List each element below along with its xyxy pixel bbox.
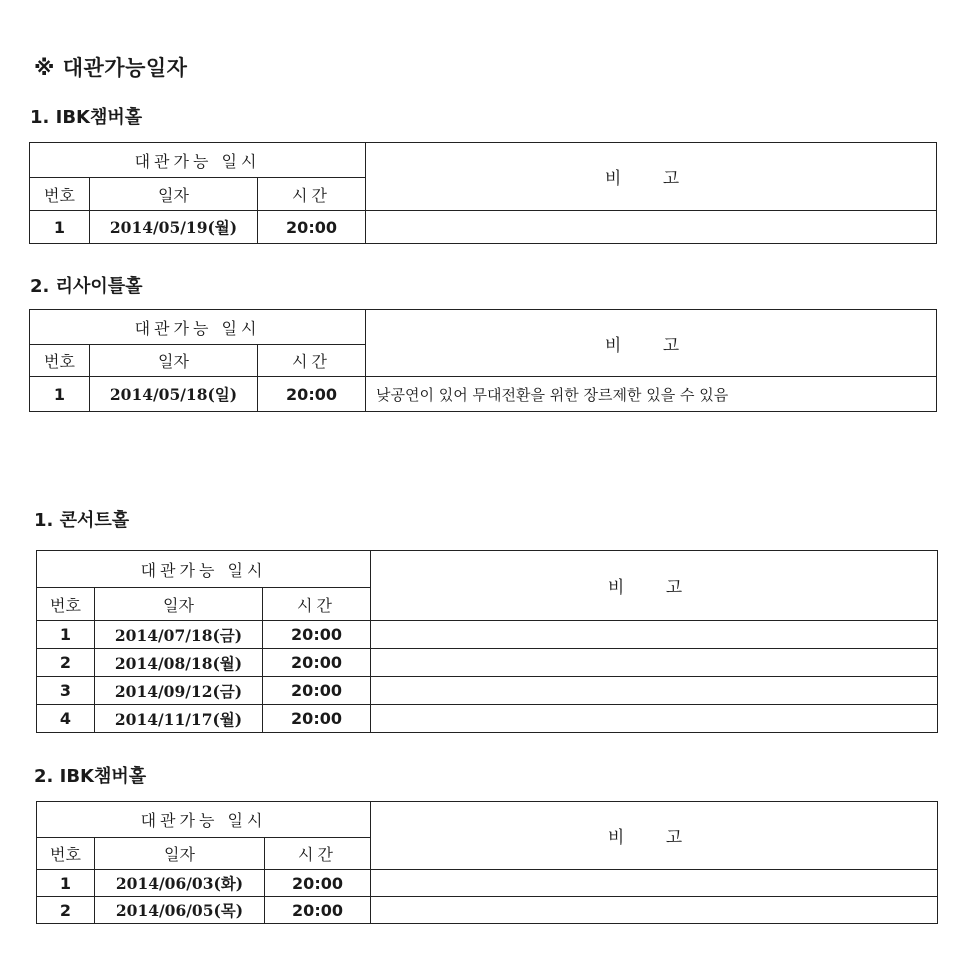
date-header: 일자 bbox=[90, 345, 258, 377]
row-number: 1 bbox=[30, 211, 90, 244]
section-title-ibk-chamber-hall: 1. IBK챔버홀 bbox=[30, 107, 143, 128]
row-time: 20:00 bbox=[265, 870, 371, 897]
time-header: 시간 bbox=[258, 345, 366, 377]
row-date: 2014/07/18(금) bbox=[95, 621, 263, 649]
available-dates-header: 대관가능 일시 bbox=[37, 551, 371, 588]
date-header: 일자 bbox=[95, 838, 265, 870]
row-date: 2014/05/19(월) bbox=[90, 211, 258, 244]
page-title: ※ 대관가능일자 bbox=[34, 56, 188, 80]
remarks-header: 비 고 bbox=[371, 802, 938, 870]
remarks-header: 비 고 bbox=[366, 310, 937, 377]
row-time: 20:00 bbox=[265, 897, 371, 924]
table-row bbox=[30, 377, 937, 412]
available-dates-header: 대관가능 일시 bbox=[37, 802, 371, 838]
section-title-recital-hall: 2. 리사이틀홀 bbox=[30, 276, 143, 297]
remarks-header: 비 고 bbox=[366, 143, 937, 211]
section-title-concert-hall: 1. 콘서트홀 bbox=[34, 510, 130, 531]
available-dates-header: 대관가능 일시 bbox=[30, 143, 366, 178]
row-note bbox=[371, 649, 938, 677]
row-note bbox=[371, 677, 938, 705]
date-header: 일자 bbox=[95, 588, 263, 621]
row-time: 20:00 bbox=[263, 677, 371, 705]
row-date: 2014/08/18(월) bbox=[95, 649, 263, 677]
row-time: 20:00 bbox=[263, 621, 371, 649]
time-header: 시간 bbox=[263, 588, 371, 621]
row-number: 1 bbox=[37, 870, 95, 897]
row-note bbox=[366, 211, 937, 244]
row-time: 20:00 bbox=[263, 705, 371, 733]
row-time: 20:00 bbox=[258, 211, 366, 244]
section-title-ibk-chamber-hall-2: 2. IBK챔버홀 bbox=[34, 766, 147, 787]
remarks-header: 비 고 bbox=[371, 551, 938, 621]
row-time: 20:00 bbox=[258, 377, 366, 412]
row-date: 2014/11/17(월) bbox=[95, 705, 263, 733]
number-header: 번호 bbox=[30, 345, 90, 377]
availability-table-concert-hall bbox=[36, 550, 938, 733]
available-dates-header: 대관가능 일시 bbox=[30, 310, 366, 345]
row-note bbox=[371, 621, 938, 649]
row-date: 2014/06/03(화) bbox=[95, 870, 265, 897]
row-date: 2014/06/05(목) bbox=[95, 897, 265, 924]
availability-table-ibk-chamber-hall-2 bbox=[36, 801, 938, 924]
table-row bbox=[37, 705, 938, 733]
row-number: 2 bbox=[37, 649, 95, 677]
table-row bbox=[37, 870, 938, 897]
time-header: 시간 bbox=[265, 838, 371, 870]
row-time: 20:00 bbox=[263, 649, 371, 677]
row-number: 2 bbox=[37, 897, 95, 924]
table-row bbox=[30, 211, 937, 244]
date-header: 일자 bbox=[90, 178, 258, 211]
number-header: 번호 bbox=[30, 178, 90, 211]
row-number: 1 bbox=[37, 621, 95, 649]
row-number: 3 bbox=[37, 677, 95, 705]
number-header: 번호 bbox=[37, 588, 95, 621]
table-row bbox=[37, 677, 938, 705]
row-date: 2014/05/18(일) bbox=[90, 377, 258, 412]
table-row bbox=[37, 649, 938, 677]
row-note bbox=[371, 897, 938, 924]
table-row bbox=[37, 621, 938, 649]
row-number: 4 bbox=[37, 705, 95, 733]
row-date: 2014/09/12(금) bbox=[95, 677, 263, 705]
row-note bbox=[371, 705, 938, 733]
row-note: 낮공연이 있어 무대전환을 위한 장르제한 있을 수 있음 bbox=[366, 377, 937, 412]
table-row bbox=[37, 897, 938, 924]
row-number: 1 bbox=[30, 377, 90, 412]
number-header: 번호 bbox=[37, 838, 95, 870]
time-header: 시간 bbox=[258, 178, 366, 211]
availability-table-recital-hall bbox=[29, 309, 937, 412]
row-note bbox=[371, 870, 938, 897]
availability-table-ibk-chamber-hall bbox=[29, 142, 937, 244]
